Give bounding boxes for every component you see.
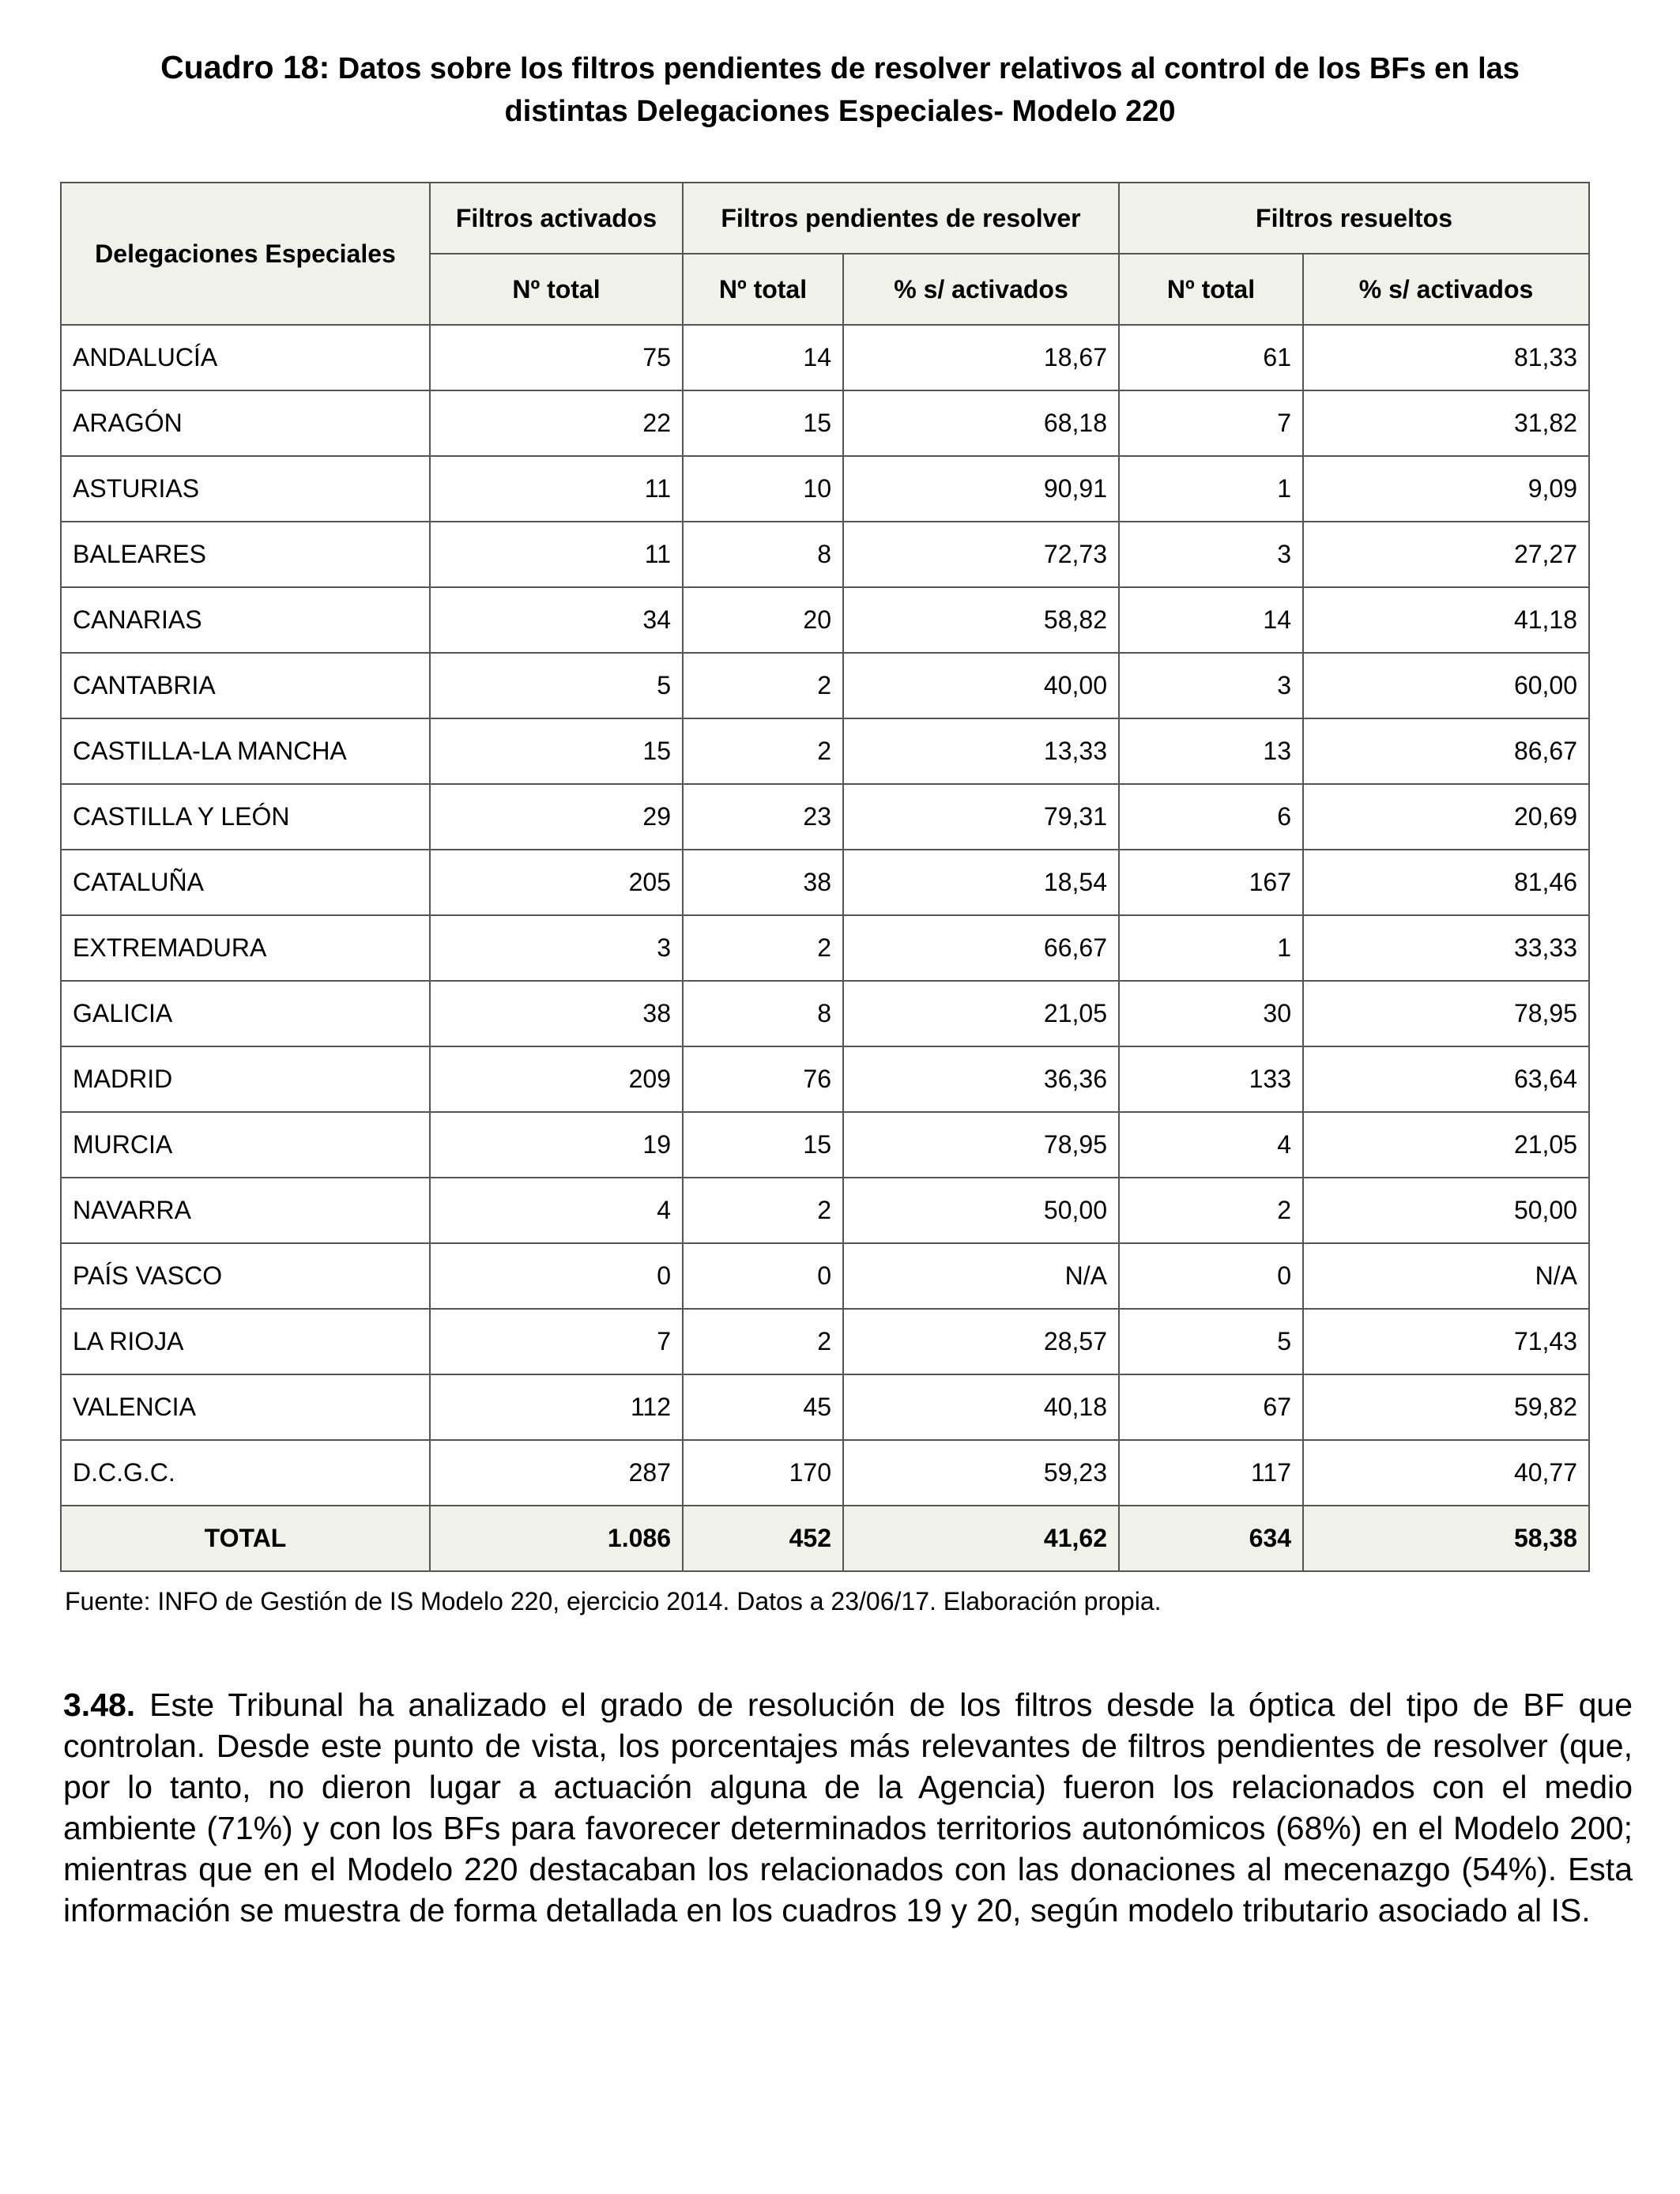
header-group-resueltos: Filtros resueltos xyxy=(1119,183,1589,254)
table-row xyxy=(61,850,1589,915)
cell-activados-total: 38 xyxy=(430,981,683,1046)
cell-delegacion: CATALUÑA xyxy=(61,850,430,915)
cell-resueltos-total: 2 xyxy=(1119,1178,1303,1243)
cell-resueltos-pct: 50,00 xyxy=(1303,1178,1589,1243)
cell-pendientes-pct: 50,00 xyxy=(843,1178,1119,1243)
cell-pendientes-pct: 13,33 xyxy=(843,718,1119,784)
cell-pendientes-total: 14 xyxy=(683,325,843,390)
table-row xyxy=(61,1112,1589,1178)
cell-pendientes-total: 45 xyxy=(683,1374,843,1440)
cell-pendientes-pct: 18,67 xyxy=(843,325,1119,390)
cell-resueltos-pct: 40,77 xyxy=(1303,1440,1589,1506)
cell-resueltos-pct: 33,33 xyxy=(1303,915,1589,981)
cell-delegacion: MADRID xyxy=(61,1046,430,1112)
cell-pendientes-total: 0 xyxy=(683,1243,843,1309)
cell-pendientes-pct: 36,36 xyxy=(843,1046,1119,1112)
cell-pendientes-total: 15 xyxy=(683,390,843,456)
cell-pendientes-total: 2 xyxy=(683,1178,843,1243)
cell-pendientes-pct: 28,57 xyxy=(843,1309,1119,1374)
cell-activados-total: 11 xyxy=(430,456,683,522)
cell-pendientes-total: 15 xyxy=(683,1112,843,1178)
cell-resueltos-total: 133 xyxy=(1119,1046,1303,1112)
cell-resueltos-total: 13 xyxy=(1119,718,1303,784)
table-row xyxy=(61,325,1589,390)
table-row xyxy=(61,718,1589,784)
cell-pendientes-pct: 21,05 xyxy=(843,981,1119,1046)
table-row xyxy=(61,915,1589,981)
cell-total-pendientes-pct: 41,62 xyxy=(843,1506,1119,1571)
table-row xyxy=(61,1309,1589,1374)
cell-pendientes-total: 10 xyxy=(683,456,843,522)
body-paragraph xyxy=(63,1684,1633,1931)
cell-resueltos-pct: 9,09 xyxy=(1303,456,1589,522)
cell-total-resueltos: 634 xyxy=(1119,1506,1303,1571)
table-title xyxy=(60,46,1620,133)
header-group-activados: Filtros activados xyxy=(430,183,683,254)
cell-pendientes-total: 8 xyxy=(683,981,843,1046)
cell-delegacion: EXTREMADURA xyxy=(61,915,430,981)
cell-resueltos-total: 6 xyxy=(1119,784,1303,850)
table-row xyxy=(61,1046,1589,1112)
cell-delegacion: ARAGÓN xyxy=(61,390,430,456)
cell-pendientes-total: 2 xyxy=(683,653,843,718)
cell-pendientes-pct: 72,73 xyxy=(843,522,1119,587)
cell-pendientes-pct: 90,91 xyxy=(843,456,1119,522)
cell-resueltos-pct: 21,05 xyxy=(1303,1112,1589,1178)
cell-delegacion: GALICIA xyxy=(61,981,430,1046)
cell-resueltos-total: 117 xyxy=(1119,1440,1303,1506)
title-line-2: distintas Delegaciones Especiales- Modelo 220 xyxy=(504,95,1176,128)
cell-resueltos-total: 0 xyxy=(1119,1243,1303,1309)
cell-pendientes-pct: 59,23 xyxy=(843,1440,1119,1506)
cell-delegacion: VALENCIA xyxy=(61,1374,430,1440)
cell-activados-total: 19 xyxy=(430,1112,683,1178)
table-row xyxy=(61,522,1589,587)
cell-resueltos-total: 67 xyxy=(1119,1374,1303,1440)
cell-delegacion: CASTILLA-LA MANCHA xyxy=(61,718,430,784)
cell-resueltos-total: 4 xyxy=(1119,1112,1303,1178)
header-pendientes-total: Nº total xyxy=(683,254,843,325)
cell-pendientes-total: 2 xyxy=(683,1309,843,1374)
cell-total-label: TOTAL xyxy=(61,1506,430,1571)
cell-pendientes-total: 23 xyxy=(683,784,843,850)
cell-delegacion: BALEARES xyxy=(61,522,430,587)
data-table xyxy=(60,182,1590,1572)
table-row xyxy=(61,1178,1589,1243)
cell-resueltos-total: 14 xyxy=(1119,587,1303,653)
cell-resueltos-total: 5 xyxy=(1119,1309,1303,1374)
cell-resueltos-pct: N/A xyxy=(1303,1243,1589,1309)
cell-activados-total: 5 xyxy=(430,653,683,718)
cell-activados-total: 15 xyxy=(430,718,683,784)
cell-pendientes-pct: 40,00 xyxy=(843,653,1119,718)
cell-delegacion: ANDALUCÍA xyxy=(61,325,430,390)
table-row xyxy=(61,456,1589,522)
table-row xyxy=(61,981,1589,1046)
header-resueltos-pct: % s/ activados xyxy=(1303,254,1589,325)
cell-pendientes-total: 76 xyxy=(683,1046,843,1112)
table-row xyxy=(61,653,1589,718)
cell-resueltos-pct: 60,00 xyxy=(1303,653,1589,718)
cell-activados-total: 287 xyxy=(430,1440,683,1506)
table-row xyxy=(61,784,1589,850)
cell-resueltos-pct: 41,18 xyxy=(1303,587,1589,653)
cell-activados-total: 34 xyxy=(430,587,683,653)
cell-delegacion: CANARIAS xyxy=(61,587,430,653)
table-total-row xyxy=(61,1506,1589,1571)
cell-resueltos-pct: 20,69 xyxy=(1303,784,1589,850)
cell-delegacion: MURCIA xyxy=(61,1112,430,1178)
cell-delegacion: CASTILLA Y LEÓN xyxy=(61,784,430,850)
paragraph-text: Este Tribunal ha analizado el grado de resolución de los filtros desde la óptica del tipo de BF que controlan. Desde este punto de vista, los porcentajes más relevantes de filtros pendientes de resolver (que, por lo tanto, no dieron lugar a actuación alguna de la Agencia) fueron los relacionados con el medio ambiente (71%) y con los BFs para favorecer determinados territorios autonómicos (68%) en el Modelo 200; mientras que en el Modelo 220 destacaban los relacionados con las donaciones al mecenazgo (54%). Esta información se muestra de forma detallada en los cuadros 19 y 20, según modelo tributario asociado al IS. xyxy=(63,1687,1633,1928)
header-activados-total: Nº total xyxy=(430,254,683,325)
cell-pendientes-pct: N/A xyxy=(843,1243,1119,1309)
cell-resueltos-pct: 63,64 xyxy=(1303,1046,1589,1112)
title-line-1: Datos sobre los filtros pendientes de resolver relativos al control de los BFs en las xyxy=(337,52,1520,85)
cell-pendientes-total: 2 xyxy=(683,915,843,981)
cell-delegacion: ASTURIAS xyxy=(61,456,430,522)
cell-resueltos-pct: 86,67 xyxy=(1303,718,1589,784)
cell-resueltos-total: 3 xyxy=(1119,653,1303,718)
cell-resueltos-pct: 27,27 xyxy=(1303,522,1589,587)
cell-activados-total: 112 xyxy=(430,1374,683,1440)
header-resueltos-total: Nº total xyxy=(1119,254,1303,325)
cell-pendientes-pct: 40,18 xyxy=(843,1374,1119,1440)
cell-activados-total: 205 xyxy=(430,850,683,915)
header-delegaciones: Delegaciones Especiales xyxy=(61,183,430,325)
cell-pendientes-pct: 68,18 xyxy=(843,390,1119,456)
cell-resueltos-pct: 31,82 xyxy=(1303,390,1589,456)
cell-activados-total: 22 xyxy=(430,390,683,456)
cell-pendientes-pct: 66,67 xyxy=(843,915,1119,981)
cell-pendientes-pct: 58,82 xyxy=(843,587,1119,653)
table-row xyxy=(61,587,1589,653)
paragraph-number: 3.48. xyxy=(63,1687,136,1723)
cell-delegacion: LA RIOJA xyxy=(61,1309,430,1374)
cell-resueltos-total: 167 xyxy=(1119,850,1303,915)
cell-resueltos-total: 1 xyxy=(1119,915,1303,981)
cell-activados-total: 7 xyxy=(430,1309,683,1374)
cell-resueltos-total: 7 xyxy=(1119,390,1303,456)
title-lead: Cuadro 18: xyxy=(160,49,330,85)
cell-total-resueltos-pct: 58,38 xyxy=(1303,1506,1589,1571)
cell-pendientes-total: 20 xyxy=(683,587,843,653)
cell-pendientes-total: 38 xyxy=(683,850,843,915)
source-note: Fuente: INFO de Gestión de IS Modelo 220, ejercicio 2014. Datos a 23/06/17. Elaboración propia. xyxy=(65,1587,1162,1615)
cell-delegacion: D.C.G.C. xyxy=(61,1440,430,1506)
cell-delegacion: PAÍS VASCO xyxy=(61,1243,430,1309)
header-group-pendientes: Filtros pendientes de resolver xyxy=(683,183,1119,254)
cell-resueltos-pct: 81,46 xyxy=(1303,850,1589,915)
cell-activados-total: 11 xyxy=(430,522,683,587)
cell-activados-total: 0 xyxy=(430,1243,683,1309)
cell-pendientes-pct: 79,31 xyxy=(843,784,1119,850)
cell-pendientes-total: 170 xyxy=(683,1440,843,1506)
cell-resueltos-total: 1 xyxy=(1119,456,1303,522)
cell-resueltos-pct: 71,43 xyxy=(1303,1309,1589,1374)
table-row xyxy=(61,1243,1589,1309)
cell-total-activados: 1.086 xyxy=(430,1506,683,1571)
cell-total-pendientes: 452 xyxy=(683,1506,843,1571)
cell-resueltos-total: 3 xyxy=(1119,522,1303,587)
header-pendientes-pct: % s/ activados xyxy=(843,254,1119,325)
cell-pendientes-pct: 78,95 xyxy=(843,1112,1119,1178)
cell-activados-total: 209 xyxy=(430,1046,683,1112)
cell-delegacion: NAVARRA xyxy=(61,1178,430,1243)
cell-delegacion: CANTABRIA xyxy=(61,653,430,718)
cell-activados-total: 3 xyxy=(430,915,683,981)
cell-resueltos-total: 30 xyxy=(1119,981,1303,1046)
cell-resueltos-pct: 81,33 xyxy=(1303,325,1589,390)
cell-pendientes-total: 2 xyxy=(683,718,843,784)
table-row xyxy=(61,390,1589,456)
cell-pendientes-total: 8 xyxy=(683,522,843,587)
cell-activados-total: 75 xyxy=(430,325,683,390)
table-row xyxy=(61,1440,1589,1506)
cell-activados-total: 29 xyxy=(430,784,683,850)
cell-activados-total: 4 xyxy=(430,1178,683,1243)
cell-pendientes-pct: 18,54 xyxy=(843,850,1119,915)
table-row xyxy=(61,1374,1589,1440)
cell-resueltos-pct: 78,95 xyxy=(1303,981,1589,1046)
cell-resueltos-pct: 59,82 xyxy=(1303,1374,1589,1440)
cell-resueltos-total: 61 xyxy=(1119,325,1303,390)
